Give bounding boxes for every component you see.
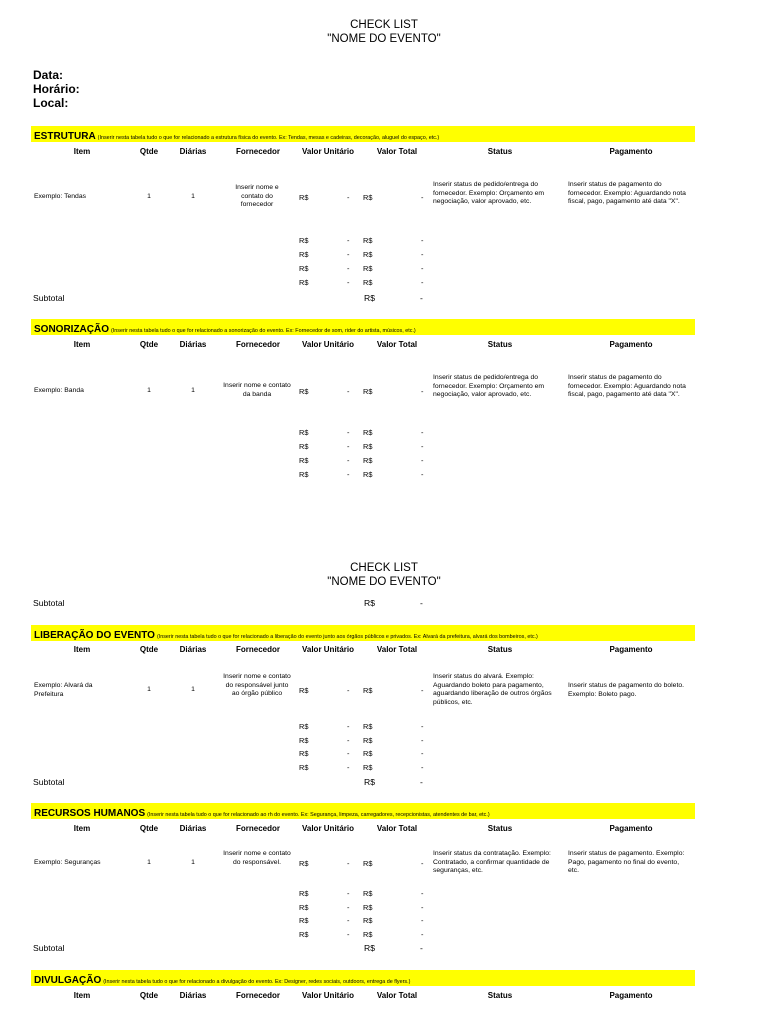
total-currency: R$ bbox=[363, 930, 373, 939]
unit-currency: R$ bbox=[299, 889, 309, 898]
unit-currency: R$ bbox=[299, 442, 309, 451]
total-currency: R$ bbox=[363, 278, 373, 287]
total-dash: - bbox=[421, 763, 424, 772]
unit-dash: - bbox=[347, 889, 350, 898]
section-band-estrutura bbox=[31, 126, 695, 142]
col-header-status: Status bbox=[487, 991, 513, 1000]
unit-currency: R$ bbox=[299, 736, 309, 745]
col-header-unit-value: Valor Unitário bbox=[301, 340, 354, 349]
unit-currency: R$ bbox=[299, 193, 309, 202]
total-dash: - bbox=[421, 686, 424, 695]
total-currency: R$ bbox=[363, 387, 373, 396]
qty-cell: 1 bbox=[147, 193, 151, 200]
col-header-payment: Pagamento bbox=[609, 147, 653, 156]
unit-currency: R$ bbox=[299, 916, 309, 925]
supplier-cell: Inserir nome e contato do fornecedor bbox=[235, 184, 279, 209]
unit-dash: - bbox=[347, 387, 350, 396]
supplier-cell: Inserir nome e contato do responsável junto ao órgão público bbox=[223, 673, 291, 698]
col-header-qty: Qtde bbox=[139, 147, 159, 156]
section-title: ESTRUTURA bbox=[34, 131, 96, 142]
unit-currency: R$ bbox=[299, 859, 309, 868]
unit-currency: R$ bbox=[299, 749, 309, 758]
place-label: Local: bbox=[33, 96, 69, 110]
col-header-qty: Qtde bbox=[139, 991, 159, 1000]
total-currency: R$ bbox=[363, 442, 373, 451]
col-header-item: Item bbox=[73, 147, 91, 156]
section-title: LIBERAÇÃO DO EVENTO bbox=[34, 630, 155, 641]
unit-currency: R$ bbox=[299, 903, 309, 912]
unit-currency: R$ bbox=[299, 278, 309, 287]
section-band-liberacao bbox=[31, 625, 695, 641]
col-header-total-value: Valor Total bbox=[376, 340, 418, 349]
days-cell: 1 bbox=[191, 387, 195, 394]
supplier-cell: Inserir nome e contato da banda bbox=[223, 382, 291, 398]
total-currency: R$ bbox=[363, 470, 373, 479]
subtotal-currency: R$ bbox=[364, 293, 375, 303]
unit-dash: - bbox=[347, 250, 350, 259]
unit-currency: R$ bbox=[299, 686, 309, 695]
col-header-item: Item bbox=[73, 645, 91, 654]
total-dash: - bbox=[421, 903, 424, 912]
unit-currency: R$ bbox=[299, 387, 309, 396]
total-dash: - bbox=[421, 387, 424, 396]
total-dash: - bbox=[421, 264, 424, 273]
unit-currency: R$ bbox=[299, 456, 309, 465]
total-dash: - bbox=[421, 236, 424, 245]
col-header-item: Item bbox=[73, 824, 91, 833]
status-cell: Inserir status de pedido/entrega do fornecedor. Exemplo: Orçamento em negociação, valor aprovado, etc. bbox=[433, 181, 545, 206]
total-currency: R$ bbox=[363, 456, 373, 465]
col-header-days: Diárias bbox=[179, 824, 207, 833]
time-label: Horário: bbox=[33, 82, 80, 96]
status-cell: Inserir status do alvará. Exemplo: Aguardando boleto para pagamento, aguardando liberação de outros órgãos públicos, etc. bbox=[433, 673, 552, 706]
days-cell: 1 bbox=[191, 193, 195, 200]
subtotal-dash: - bbox=[420, 598, 423, 608]
section-title: RECURSOS HUMANOS bbox=[34, 808, 146, 819]
payment-cell: Inserir status de pagamento do fornecedor. Exemplo: Aguardando nota fiscal, pago, pagamento até data "X". bbox=[568, 181, 686, 206]
subtotal-label: Subtotal bbox=[33, 943, 65, 953]
supplier-cell: Inserir nome e contato do responsável. bbox=[223, 850, 291, 866]
col-header-payment: Pagamento bbox=[609, 824, 653, 833]
unit-dash: - bbox=[347, 278, 350, 287]
total-currency: R$ bbox=[363, 722, 373, 731]
subtotal-label: Subtotal bbox=[33, 293, 65, 303]
section-note: (Inserir nesta tabela tudo o que for relacionado a sonorização do evento. Ex: Fornecedor de som, rider do artista, músicos, etc.) bbox=[111, 328, 416, 334]
payment-cell: Inserir status de pagamento do boleto. Exemplo: Boleto pago. bbox=[568, 682, 684, 698]
event-name-title: "NOME DO EVENTO" bbox=[327, 576, 441, 588]
subtotal-currency: R$ bbox=[364, 777, 375, 787]
col-header-days: Diárias bbox=[179, 147, 207, 156]
col-header-days: Diárias bbox=[179, 991, 207, 1000]
subtotal-currency: R$ bbox=[364, 598, 375, 608]
total-currency: R$ bbox=[363, 264, 373, 273]
col-header-unit-value: Valor Unitário bbox=[301, 645, 354, 654]
total-dash: - bbox=[421, 736, 424, 745]
subtotal-label: Subtotal bbox=[33, 777, 65, 787]
total-currency: R$ bbox=[363, 889, 373, 898]
section-band-recursos-humanos bbox=[31, 803, 695, 819]
total-currency: R$ bbox=[363, 193, 373, 202]
col-header-status: Status bbox=[487, 340, 513, 349]
col-header-supplier: Fornecedor bbox=[235, 340, 280, 349]
section-note: (Inserir nesta tabela tudo o que for relacionado a estrutura física do evento. Ex: Tendas, mesas e cadeiras, decoração, aluguel do espaço, etc.) bbox=[97, 135, 440, 141]
total-dash: - bbox=[421, 193, 424, 202]
item-cell: Exemplo: Seguranças bbox=[34, 859, 101, 866]
unit-dash: - bbox=[347, 749, 350, 758]
section-title: DIVULGAÇÃO bbox=[34, 975, 102, 986]
total-currency: R$ bbox=[363, 916, 373, 925]
unit-dash: - bbox=[347, 264, 350, 273]
total-dash: - bbox=[421, 859, 424, 868]
col-header-unit-value: Valor Unitário bbox=[301, 991, 354, 1000]
total-currency: R$ bbox=[363, 428, 373, 437]
unit-dash: - bbox=[347, 456, 350, 465]
unit-dash: - bbox=[347, 859, 350, 868]
total-dash: - bbox=[421, 470, 424, 479]
total-currency: R$ bbox=[363, 903, 373, 912]
unit-currency: R$ bbox=[299, 428, 309, 437]
status-cell: Inserir status de pedido/entrega do fornecedor. Exemplo: Orçamento em negociação, valor aprovado, etc. bbox=[433, 374, 545, 399]
col-header-total-value: Valor Total bbox=[376, 645, 418, 654]
unit-dash: - bbox=[347, 442, 350, 451]
total-currency: R$ bbox=[363, 763, 373, 772]
col-header-status: Status bbox=[487, 147, 513, 156]
total-dash: - bbox=[421, 916, 424, 925]
qty-cell: 1 bbox=[147, 859, 151, 866]
status-cell: Inserir status da contratação. Exemplo: Contratado, a confirmar quantidade de seguranças, etc. bbox=[433, 850, 551, 875]
subtotal-currency: R$ bbox=[364, 943, 375, 953]
days-cell: 1 bbox=[191, 686, 195, 693]
unit-dash: - bbox=[347, 736, 350, 745]
col-header-payment: Pagamento bbox=[609, 991, 653, 1000]
qty-cell: 1 bbox=[147, 686, 151, 693]
unit-dash: - bbox=[347, 236, 350, 245]
unit-dash: - bbox=[347, 428, 350, 437]
payment-cell: Inserir status de pagamento. Exemplo: Pago, pagamento no final do evento, etc. bbox=[568, 850, 685, 875]
col-header-item: Item bbox=[73, 340, 91, 349]
subtotal-dash: - bbox=[420, 943, 423, 953]
days-cell: 1 bbox=[191, 859, 195, 866]
col-header-qty: Qtde bbox=[139, 340, 159, 349]
unit-dash: - bbox=[347, 916, 350, 925]
col-header-total-value: Valor Total bbox=[376, 147, 418, 156]
col-header-total-value: Valor Total bbox=[376, 991, 418, 1000]
unit-dash: - bbox=[347, 930, 350, 939]
unit-dash: - bbox=[347, 686, 350, 695]
col-header-days: Diárias bbox=[179, 645, 207, 654]
page-title: CHECK LIST bbox=[350, 19, 418, 31]
col-header-status: Status bbox=[487, 645, 513, 654]
total-dash: - bbox=[421, 250, 424, 259]
total-dash: - bbox=[421, 442, 424, 451]
total-dash: - bbox=[421, 749, 424, 758]
col-header-unit-value: Valor Unitário bbox=[301, 147, 354, 156]
section-note: (Inserir nesta tabela tudo o que for relacionado ao rh do evento. Ex: Segurança, limpeza, carregadores, recepcionistas, atendentes de bar, etc.) bbox=[147, 812, 490, 818]
col-header-total-value: Valor Total bbox=[376, 824, 418, 833]
col-header-supplier: Fornecedor bbox=[235, 147, 280, 156]
total-currency: R$ bbox=[363, 736, 373, 745]
subtotal-dash: - bbox=[420, 293, 423, 303]
item-cell: Exemplo: Alvará da Prefeitura bbox=[34, 682, 93, 698]
subtotal-dash: - bbox=[420, 777, 423, 787]
payment-cell: Inserir status de pagamento do fornecedor. Exemplo: Aguardando nota fiscal, pago, pagamento até data "X". bbox=[568, 374, 686, 399]
unit-currency: R$ bbox=[299, 264, 309, 273]
unit-dash: - bbox=[347, 763, 350, 772]
subtotal-label: Subtotal bbox=[33, 598, 65, 608]
col-header-payment: Pagamento bbox=[609, 340, 653, 349]
total-currency: R$ bbox=[363, 686, 373, 695]
unit-dash: - bbox=[347, 903, 350, 912]
unit-currency: R$ bbox=[299, 763, 309, 772]
col-header-status: Status bbox=[487, 824, 513, 833]
total-dash: - bbox=[421, 930, 424, 939]
total-currency: R$ bbox=[363, 859, 373, 868]
total-dash: - bbox=[421, 722, 424, 731]
date-label: Data: bbox=[33, 68, 64, 82]
qty-cell: 1 bbox=[147, 387, 151, 394]
event-name-title: "NOME DO EVENTO" bbox=[327, 33, 441, 45]
section-band-divulgacao bbox=[31, 970, 695, 986]
section-note: (Inserir nesta tabela tudo o que for relacionado a divulgação do evento. Ex: Designer, redes sociais, outdoors, entrega de flyers.) bbox=[103, 979, 411, 985]
item-cell: Exemplo: Tendas bbox=[34, 193, 87, 200]
item-cell: Exemplo: Banda bbox=[34, 387, 84, 394]
col-header-supplier: Fornecedor bbox=[235, 824, 280, 833]
total-currency: R$ bbox=[363, 236, 373, 245]
unit-dash: - bbox=[347, 470, 350, 479]
section-band-sonorizacao bbox=[31, 319, 695, 335]
section-title: SONORIZAÇÃO bbox=[34, 324, 109, 335]
col-header-qty: Qtde bbox=[139, 645, 159, 654]
col-header-item: Item bbox=[73, 991, 91, 1000]
col-header-unit-value: Valor Unitário bbox=[301, 824, 354, 833]
unit-dash: - bbox=[347, 722, 350, 731]
total-currency: R$ bbox=[363, 749, 373, 758]
total-dash: - bbox=[421, 456, 424, 465]
col-header-qty: Qtde bbox=[139, 824, 159, 833]
total-dash: - bbox=[421, 428, 424, 437]
col-header-payment: Pagamento bbox=[609, 645, 653, 654]
unit-currency: R$ bbox=[299, 470, 309, 479]
total-dash: - bbox=[421, 889, 424, 898]
total-currency: R$ bbox=[363, 250, 373, 259]
unit-currency: R$ bbox=[299, 236, 309, 245]
col-header-supplier: Fornecedor bbox=[235, 645, 280, 654]
col-header-days: Diárias bbox=[179, 340, 207, 349]
unit-currency: R$ bbox=[299, 930, 309, 939]
col-header-supplier: Fornecedor bbox=[235, 991, 280, 1000]
page-title: CHECK LIST bbox=[350, 562, 418, 574]
unit-currency: R$ bbox=[299, 250, 309, 259]
unit-dash: - bbox=[347, 193, 350, 202]
unit-currency: R$ bbox=[299, 722, 309, 731]
section-note: (Inserir nesta tabela tudo o que for relacionado a liberação do evento junto aos órgãos públicos e privados. Ex: Alvará da prefeitura, alvará dos bombeiros, etc.) bbox=[156, 634, 538, 640]
total-dash: - bbox=[421, 278, 424, 287]
